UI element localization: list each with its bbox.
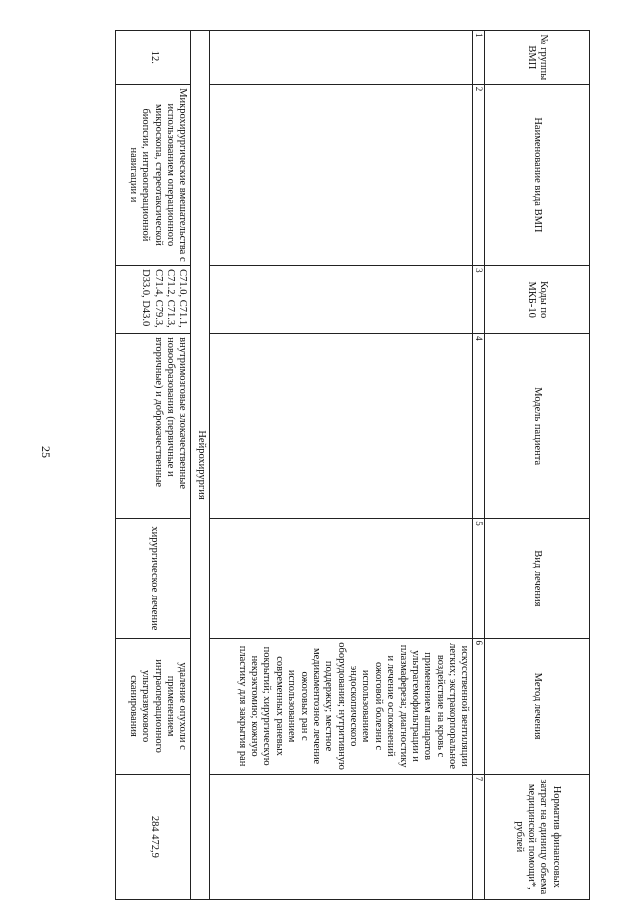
treatment-method-cell: удаление опухоли с применением интраоперационного ультразвукового сканирования xyxy=(116,638,191,774)
column-number: 1 xyxy=(473,31,485,85)
header-treatment-type: Вид лечения xyxy=(485,519,590,638)
section-title: Нейрохирургия xyxy=(191,31,210,900)
empty-cell xyxy=(210,266,473,334)
page-number: 25 xyxy=(39,446,53,458)
empty-cell xyxy=(210,84,473,265)
empty-cell xyxy=(210,31,473,85)
header-icd-codes: Коды по МКБ-10 xyxy=(485,266,590,334)
section-row xyxy=(191,31,210,900)
empty-cell xyxy=(210,519,473,638)
header-cost-norm: Норматив финансовых затрат на единицу объема медицинской помощи*, рублей xyxy=(485,774,590,899)
header-row xyxy=(485,31,590,900)
column-number: 4 xyxy=(473,334,485,519)
patient-model-cell: внутримозговые злокачественные новообразования (первичные и вторичные) и доброкачественные xyxy=(116,334,191,519)
header-patient-model: Модель пациента xyxy=(485,334,590,519)
header-vmp-name: Наименование вида ВМП xyxy=(485,84,590,265)
column-number: 7 xyxy=(473,774,485,899)
icd-codes-cell: C71.0, C71.1, C71.2, C71.3, C71.4, C79.3, D33.0, D43.0 xyxy=(116,266,191,334)
header-treatment-method: Метод лечения xyxy=(485,638,590,774)
table-row xyxy=(116,31,191,900)
cost-norm-cell: 284 472,9 xyxy=(116,774,191,899)
vmp-name-cell: Микрохирургические вмешательства с использованием операционного микроскопа, стереотаксической биопсии, интраоперационной навигации и xyxy=(116,84,191,265)
column-number-row xyxy=(473,31,485,900)
column-number: 6 xyxy=(473,638,485,774)
empty-cell xyxy=(210,334,473,519)
treatment-method-cell: искусственной вентиляции легких; экстракорпоральное воздействие на кровь с применением аппаратов ультрагемофильтрации и плазмафереза; диагностику и лечение осложнений ожоговой болезни с использованием эндоскопического оборудования; нутритивную поддержку; местное медикаментозное лечение ожоговых ран с использованием современных раневых покрытий; хирургическую некрэктомию; кожную пластику для закрытия ран xyxy=(210,638,473,774)
vmp-table xyxy=(115,30,590,900)
header-group-number: № группы ВМП xyxy=(485,31,590,85)
column-number: 3 xyxy=(473,266,485,334)
treatment-type-cell: хирургическое лечение xyxy=(116,519,191,638)
rotated-table-page xyxy=(127,30,590,900)
empty-cell xyxy=(210,774,473,899)
column-number: 2 xyxy=(473,84,485,265)
column-number: 5 xyxy=(473,519,485,638)
table-row xyxy=(210,31,473,900)
group-number-cell: 12. xyxy=(116,31,191,85)
